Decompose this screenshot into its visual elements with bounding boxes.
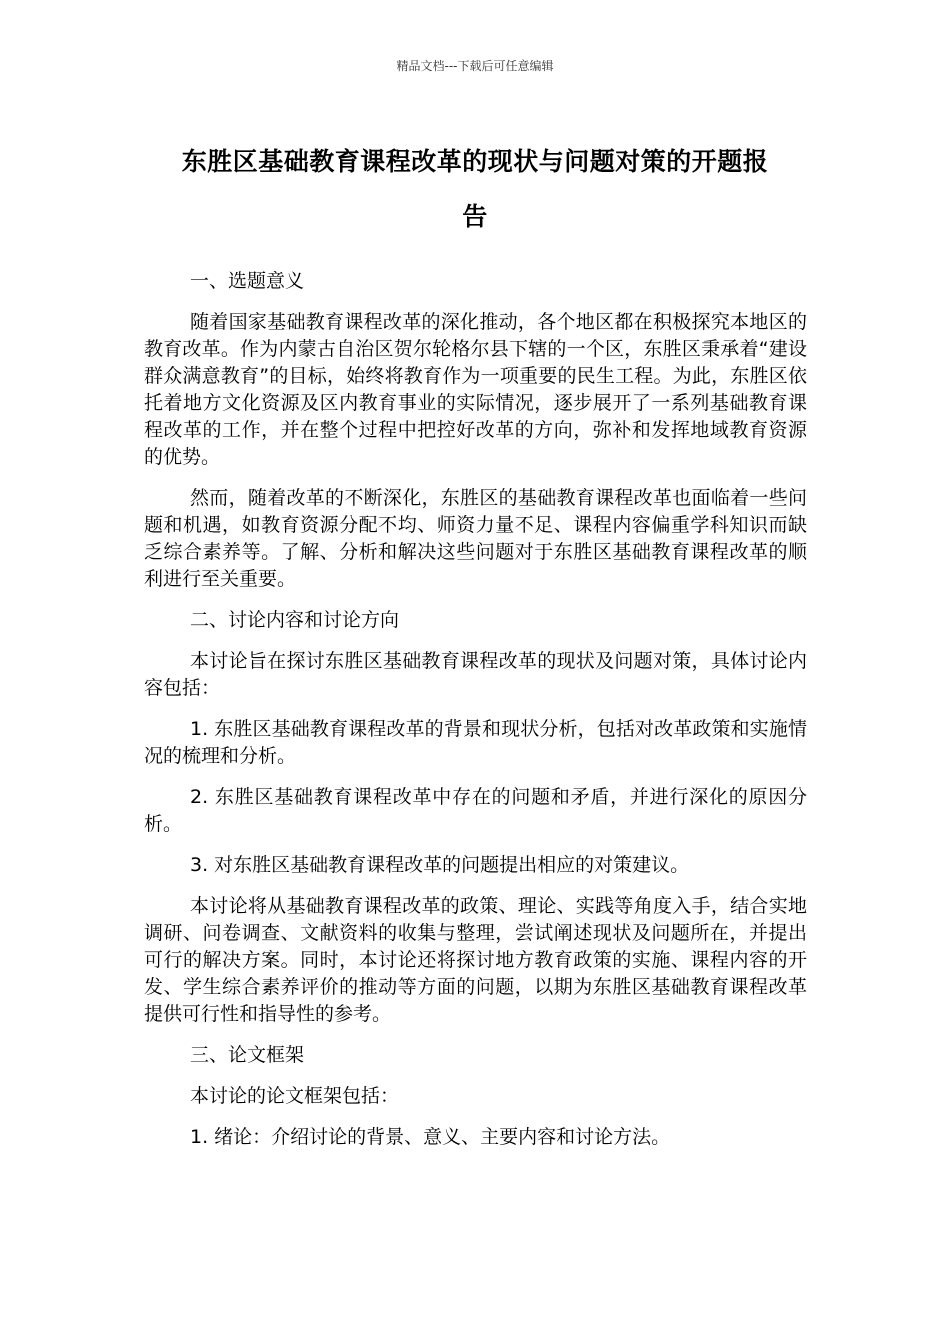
section-heading-1: 一、选题意义	[190, 270, 305, 292]
list-item: 1. 东胜区基础教育课程改革的背景和现状分析，包括对改革政策和实施情况的梳理和分析。	[144, 718, 807, 767]
document-title	[140, 134, 810, 244]
page-header: 精品文档---下载后可任意编辑	[396, 59, 554, 73]
title-line-1: 东胜区基础教育课程改革的现状与问题对策的开题报	[181, 147, 769, 176]
section-heading-3: 三、论文框架	[190, 1044, 305, 1066]
section-heading-2: 二、讨论内容和讨论方向	[190, 609, 400, 631]
document-body	[144, 268, 807, 1165]
paragraph: 随着国家基础教育课程改革的深化推动，各个地区都在积极探究本地区的教育改革。作为内蒙古自治区贺尔轮格尔县下辖的一个区，东胜区秉承着“建设群众满意教育”的目标，始终将教育作为一项重要的民生工程。为此，东胜区依托着地方文化资源及区内教育事业的实际情况，逐步展开了一系列基础教育课程改革的工作，并在整个过程中把控好改革的方向，弥补和发挥地域教育资源的优势。	[144, 311, 807, 468]
paragraph: 本讨论的论文框架包括：	[190, 1085, 400, 1107]
list-item: 1. 绪论：介绍讨论的背景、意义、主要内容和讨论方法。	[190, 1126, 671, 1148]
paragraph: 本讨论旨在探讨东胜区基础教育课程改革的现状及问题对策，具体讨论内容包括：	[144, 650, 807, 699]
paragraph: 然而，随着改革的不断深化，东胜区的基础教育课程改革也面临着一些问题和机遇，如教育资源分配不均、师资力量不足、课程内容偏重学科知识而缺乏综合素养等。了解、分析和解决这些问题对于东胜区基础教育课程改革的顺利进行至关重要。	[144, 487, 807, 590]
list-item: 2. 东胜区基础教育课程改革中存在的问题和矛盾，并进行深化的原因分析。	[144, 786, 807, 835]
title-line-2: 告	[462, 202, 488, 231]
paragraph: 本讨论将从基础教育课程改革的政策、理论、实践等角度入手，结合实地调研、问卷调查、文献资料的收集与整理，尝试阐述现状及问题所在，并提出可行的解决方案。同时，本讨论还将探讨地方教育政策的实施、课程内容的开发、学生综合素养评价的推动等方面的问题，以期为东胜区基础教育课程改革提供可行性和指导性的参考。	[144, 895, 807, 1025]
list-item: 3. 对东胜区基础教育课程改革的问题提出相应的对策建议。	[190, 854, 690, 876]
